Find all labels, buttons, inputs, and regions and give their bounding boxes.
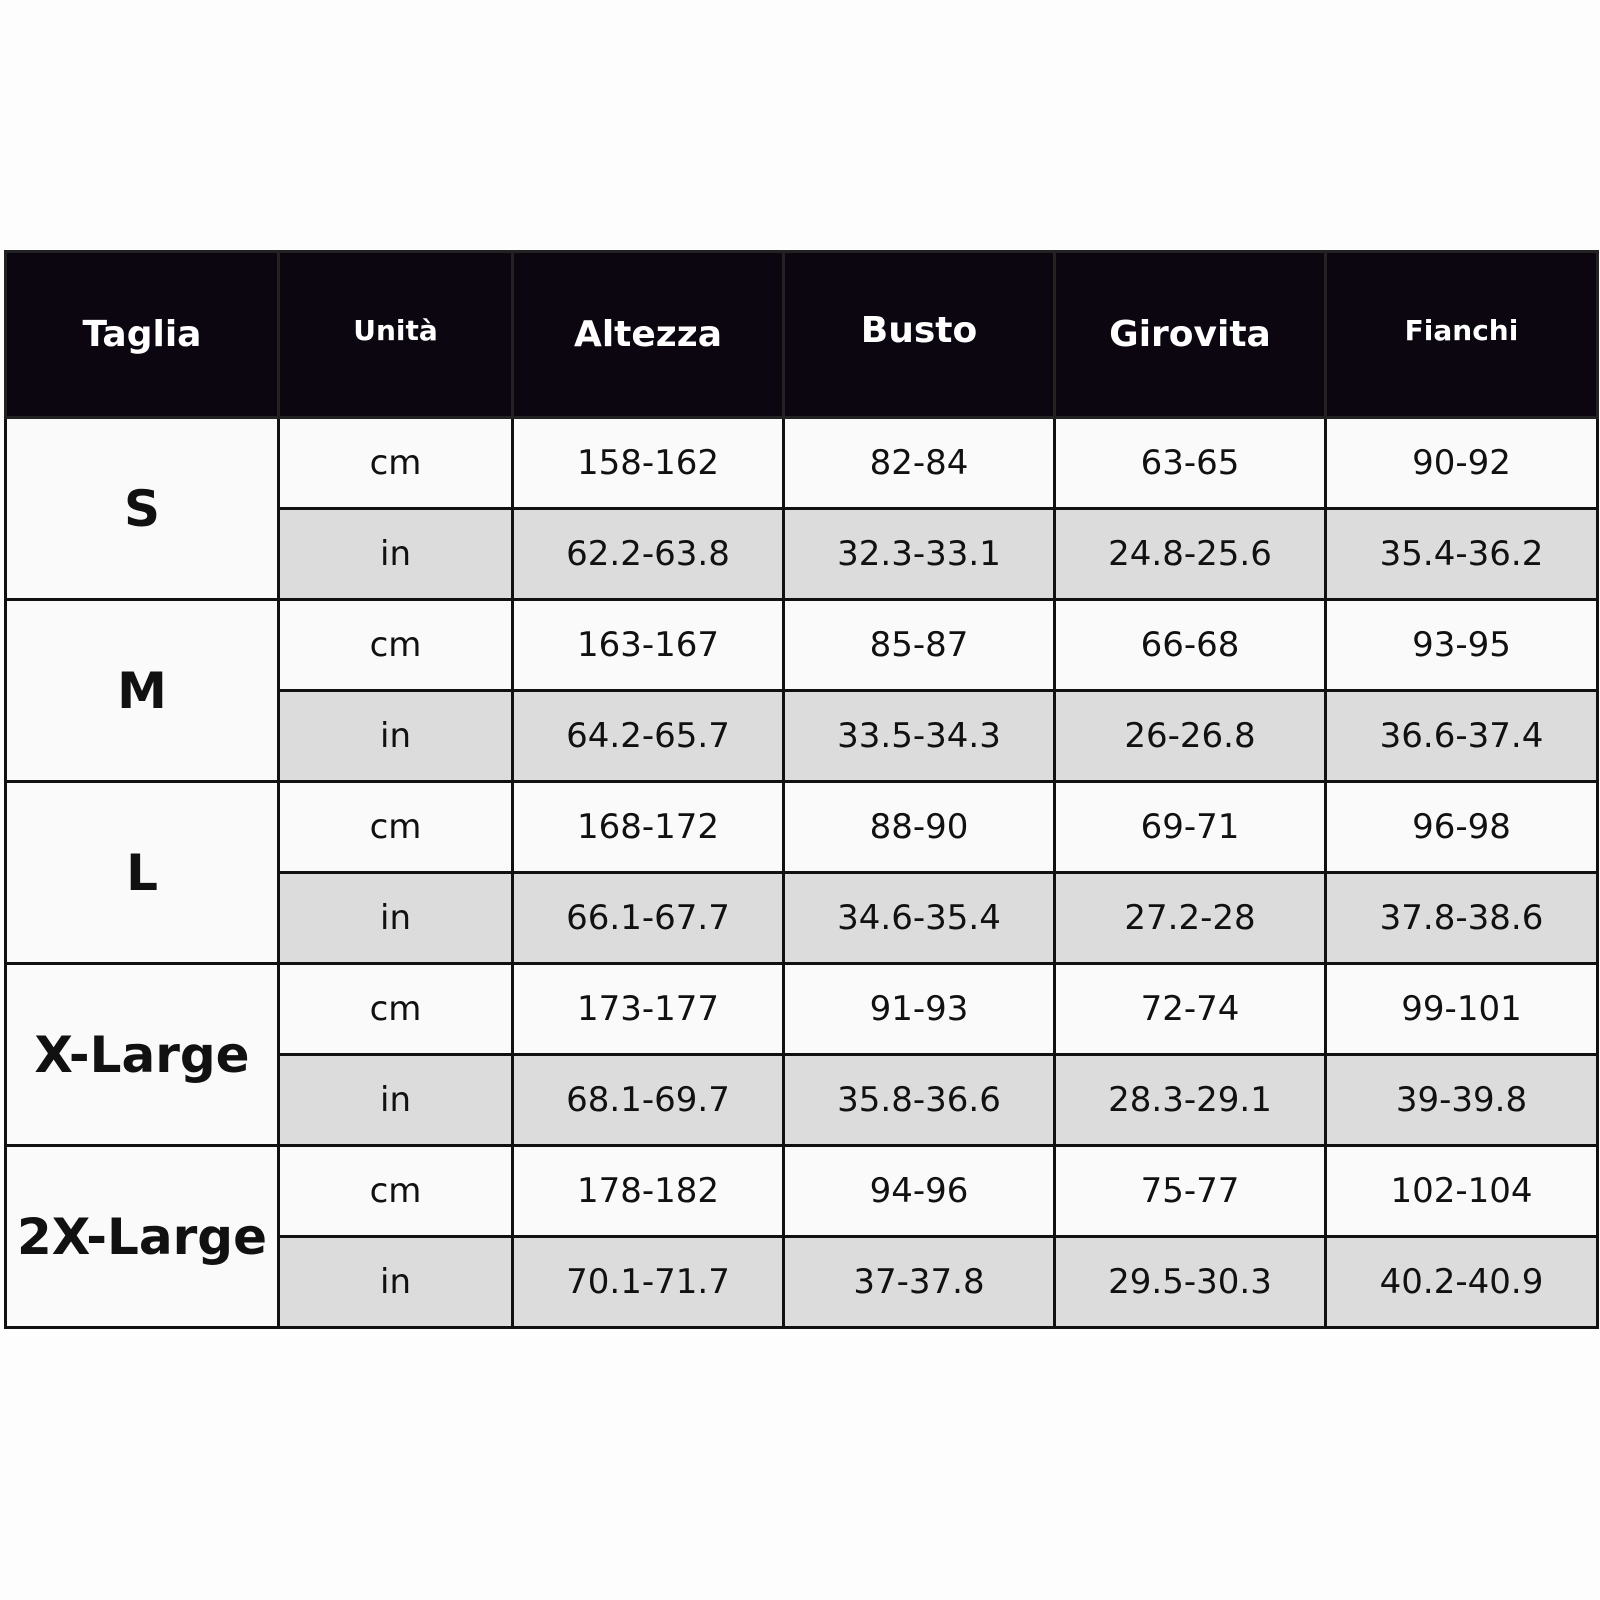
busto-cell: 32.3-33.1 [784,509,1055,600]
busto-cell: 37-37.8 [784,1237,1055,1328]
unit-cell: cm [279,964,513,1055]
altezza-cell: 70.1-71.7 [513,1237,784,1328]
size-chart-table [4,250,1599,1329]
fianchi-cell: 37.8-38.6 [1326,873,1598,964]
header-altezza: Altezza [513,252,784,418]
table-header [6,252,1598,418]
altezza-cell: 168-172 [513,782,784,873]
girovita-cell: 66-68 [1055,600,1326,691]
size-label: L [6,782,279,964]
size-label: X-Large [6,964,279,1146]
unit-cell: in [279,691,513,782]
busto-cell: 94-96 [784,1146,1055,1237]
unit-cell: in [279,1237,513,1328]
size-label: M [6,600,279,782]
busto-cell: 35.8-36.6 [784,1055,1055,1146]
table-row [6,600,1598,691]
size-label: S [6,418,279,600]
fianchi-cell: 36.6-37.4 [1326,691,1598,782]
girovita-cell: 28.3-29.1 [1055,1055,1326,1146]
fianchi-cell: 96-98 [1326,782,1598,873]
unit-cell: in [279,873,513,964]
table-row [6,964,1598,1055]
girovita-cell: 26-26.8 [1055,691,1326,782]
girovita-cell: 24.8-25.6 [1055,509,1326,600]
altezza-cell: 158-162 [513,418,784,509]
unit-cell: cm [279,782,513,873]
altezza-cell: 173-177 [513,964,784,1055]
altezza-cell: 64.2-65.7 [513,691,784,782]
header-fianchi: Fianchi [1326,252,1598,418]
altezza-cell: 163-167 [513,600,784,691]
busto-cell: 82-84 [784,418,1055,509]
table-row [6,418,1598,509]
unit-cell: cm [279,600,513,691]
girovita-cell: 27.2-28 [1055,873,1326,964]
busto-cell: 88-90 [784,782,1055,873]
fianchi-cell: 93-95 [1326,600,1598,691]
fianchi-cell: 102-104 [1326,1146,1598,1237]
header-girovita: Girovita [1055,252,1326,418]
altezza-cell: 66.1-67.7 [513,873,784,964]
size-label: 2X-Large [6,1146,279,1328]
table-row [6,1146,1598,1237]
fianchi-cell: 39-39.8 [1326,1055,1598,1146]
table-body [6,418,1598,1328]
fianchi-cell: 90-92 [1326,418,1598,509]
girovita-cell: 72-74 [1055,964,1326,1055]
unit-cell: in [279,509,513,600]
table-row [6,782,1598,873]
unit-cell: cm [279,1146,513,1237]
header-taglia: Taglia [6,252,279,418]
altezza-cell: 178-182 [513,1146,784,1237]
header-row [6,252,1598,418]
girovita-cell: 69-71 [1055,782,1326,873]
altezza-cell: 62.2-63.8 [513,509,784,600]
girovita-cell: 63-65 [1055,418,1326,509]
header-busto: Busto [784,252,1055,418]
busto-cell: 34.6-35.4 [784,873,1055,964]
busto-cell: 91-93 [784,964,1055,1055]
fianchi-cell: 40.2-40.9 [1326,1237,1598,1328]
fianchi-cell: 99-101 [1326,964,1598,1055]
header-unita: Unità [279,252,513,418]
fianchi-cell: 35.4-36.2 [1326,509,1598,600]
altezza-cell: 68.1-69.7 [513,1055,784,1146]
busto-cell: 33.5-34.3 [784,691,1055,782]
busto-cell: 85-87 [784,600,1055,691]
unit-cell: cm [279,418,513,509]
girovita-cell: 29.5-30.3 [1055,1237,1326,1328]
unit-cell: in [279,1055,513,1146]
girovita-cell: 75-77 [1055,1146,1326,1237]
